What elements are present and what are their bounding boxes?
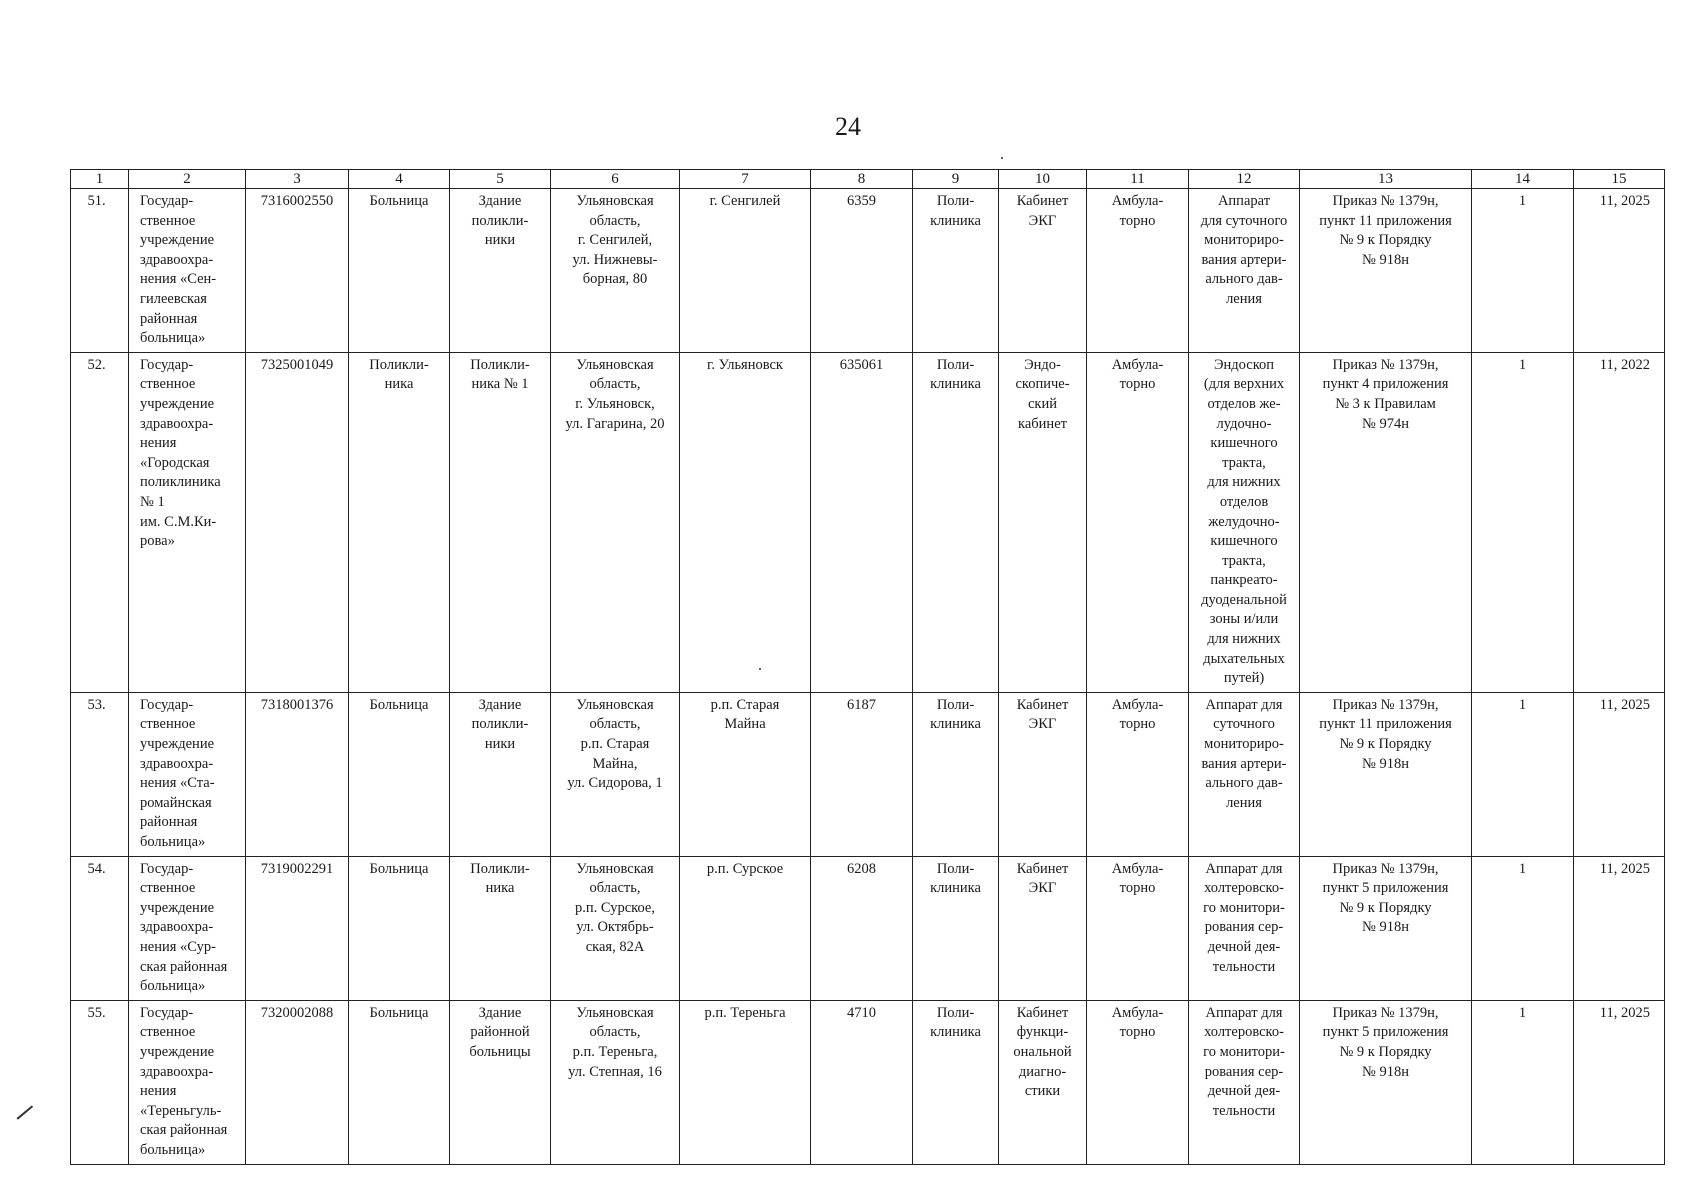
quantity-cell: 1 [1472,692,1574,856]
column-number: 10 [999,170,1087,189]
column-number: 3 [246,170,349,189]
building-cell: Здание поликли- ники [450,692,551,856]
locality-cell: р.п. Старая Майна [680,692,811,856]
equipment-cell: Эндоскоп (для верхних отделов же- лудочно- кишечного тракта, для нижних отделов желудочно- кишечного тракта, панкреато- дуоденальной зоны и/или для нижних дыхательных путей) [1189,352,1300,692]
room-cell: Кабинет ЭКГ [999,692,1087,856]
basis-cell: Приказ № 1379н, пункт 4 приложения № 3 к Правилам № 974н [1300,352,1472,692]
population-cell: 6208 [811,856,913,1000]
equipment-cell: Аппарат для холтеровско- го монитори- рования сер- дечной дея- тельности [1189,856,1300,1000]
room-cell: Кабинет ЭКГ [999,189,1087,353]
unit-cell: Поли- клиника [913,189,999,353]
room-cell: Кабинет функци- ональной диагно- стики [999,1000,1087,1164]
row-number: 51. [71,189,129,353]
table-row [71,856,1665,1000]
address-cell: Ульяновская область, г. Сенгилей, ул. Нижневы- борная, 80 [551,189,680,353]
facility-type-cell: Больница [349,692,450,856]
care-cell: Амбула- торно [1087,352,1189,692]
unit-cell: Поли- клиника [913,692,999,856]
locality-cell: р.п. Тереньга [680,1000,811,1164]
inn-cell: 7318001376 [246,692,349,856]
organization-name: Государ- ственное учреждение здравоохра- нения «Тереньгуль- ская районная больница» [129,1000,246,1164]
facility-type-cell: Больница [349,856,450,1000]
period-cell: 11, 2025 [1574,856,1665,1000]
quantity-cell: 1 [1472,1000,1574,1164]
inn-cell: 7325001049 [246,352,349,692]
table-row [71,189,1665,353]
column-number: 15 [1574,170,1665,189]
locality-cell: р.п. Сурское [680,856,811,1000]
building-cell: Здание районной больницы [450,1000,551,1164]
column-number-row [71,170,1665,189]
room-cell: Эндо- скопиче- ский кабинет [999,352,1087,692]
quantity-cell: 1 [1472,856,1574,1000]
address-cell: Ульяновская область, р.п. Сурское, ул. Октябрь- ская, 82А [551,856,680,1000]
room-cell: Кабинет ЭКГ [999,856,1087,1000]
period-cell: 11, 2025 [1574,189,1665,353]
facility-type-cell: Поликли- ника [349,352,450,692]
care-cell: Амбула- торно [1087,1000,1189,1164]
organization-name: Государ- ственное учреждение здравоохра- нения «Ста- ромайнская районная больница» [129,692,246,856]
inn-cell: 7319002291 [246,856,349,1000]
address-cell: Ульяновская область, р.п. Тереньга, ул. Степная, 16 [551,1000,680,1164]
column-number: 11 [1087,170,1189,189]
care-cell: Амбула- торно [1087,189,1189,353]
column-number: 9 [913,170,999,189]
unit-cell: Поли- клиника [913,1000,999,1164]
building-cell: Поликли- ника [450,856,551,1000]
address-cell: Ульяновская область, г. Ульяновск, ул. Гагарина, 20 [551,352,680,692]
care-cell: Амбула- торно [1087,856,1189,1000]
equipment-cell: Аппарат для холтеровско- го монитори- рования сер- дечной дея- тельности [1189,1000,1300,1164]
organization-name: Государ- ственное учреждение здравоохра- нения «Городская поликлиника № 1 им. С.М.Ки- рова» [129,352,246,692]
period-cell: 11, 2025 [1574,692,1665,856]
equipment-cell: Аппарат для суточного мониториро- вания артери- ального дав- ления [1189,692,1300,856]
column-number: 7 [680,170,811,189]
quantity-cell: 1 [1472,352,1574,692]
equipment-cell: Аппарат для суточного мониториро- вания артери- ального дав- ления [1189,189,1300,353]
column-number: 1 [71,170,129,189]
population-cell: 6187 [811,692,913,856]
period-cell: 11, 2025 [1574,1000,1665,1164]
page-number: 24 [835,112,861,141]
pen-mark [17,1105,33,1119]
building-cell: Здание поликли- ники [450,189,551,353]
population-cell: 6359 [811,189,913,353]
building-cell: Поликли- ника № 1 [450,352,551,692]
column-number: 4 [349,170,450,189]
column-number: 2 [129,170,246,189]
basis-cell: Приказ № 1379н, пункт 5 приложения № 9 к Порядку № 918н [1300,1000,1472,1164]
address-cell: Ульяновская область, р.п. Старая Майна, ул. Сидорова, 1 [551,692,680,856]
care-cell: Амбула- торно [1087,692,1189,856]
column-number: 5 [450,170,551,189]
column-number: 12 [1189,170,1300,189]
facility-type-cell: Больница [349,1000,450,1164]
unit-cell: Поли- клиника [913,352,999,692]
scan-dot [1001,157,1003,159]
table-row [71,692,1665,856]
column-number: 13 [1300,170,1472,189]
quantity-cell: 1 [1472,189,1574,353]
organization-name: Государ- ственное учреждение здравоохра- нения «Сур- ская районная больница» [129,856,246,1000]
row-number: 55. [71,1000,129,1164]
population-cell: 4710 [811,1000,913,1164]
row-number: 53. [71,692,129,856]
basis-cell: Приказ № 1379н, пункт 11 приложения № 9 к Порядку № 918н [1300,189,1472,353]
column-number: 6 [551,170,680,189]
facility-type-cell: Больница [349,189,450,353]
inn-cell: 7316002550 [246,189,349,353]
inn-cell: 7320002088 [246,1000,349,1164]
row-number: 54. [71,856,129,1000]
locality-cell: г. Сенгилей [680,189,811,353]
basis-cell: Приказ № 1379н, пункт 11 приложения № 9 к Порядку № 918н [1300,692,1472,856]
registry-table [70,169,1665,1165]
column-number: 14 [1472,170,1574,189]
period-cell: 11, 2022 [1574,352,1665,692]
locality-cell: г. Ульяновск [680,352,811,692]
table-row [71,352,1665,692]
organization-name: Государ- ственное учреждение здравоохра- нения «Сен- гилеевская районная больница» [129,189,246,353]
table-row [71,1000,1665,1164]
population-cell: 635061 [811,352,913,692]
unit-cell: Поли- клиника [913,856,999,1000]
row-number: 52. [71,352,129,692]
basis-cell: Приказ № 1379н, пункт 5 приложения № 9 к Порядку № 918н [1300,856,1472,1000]
column-number: 8 [811,170,913,189]
